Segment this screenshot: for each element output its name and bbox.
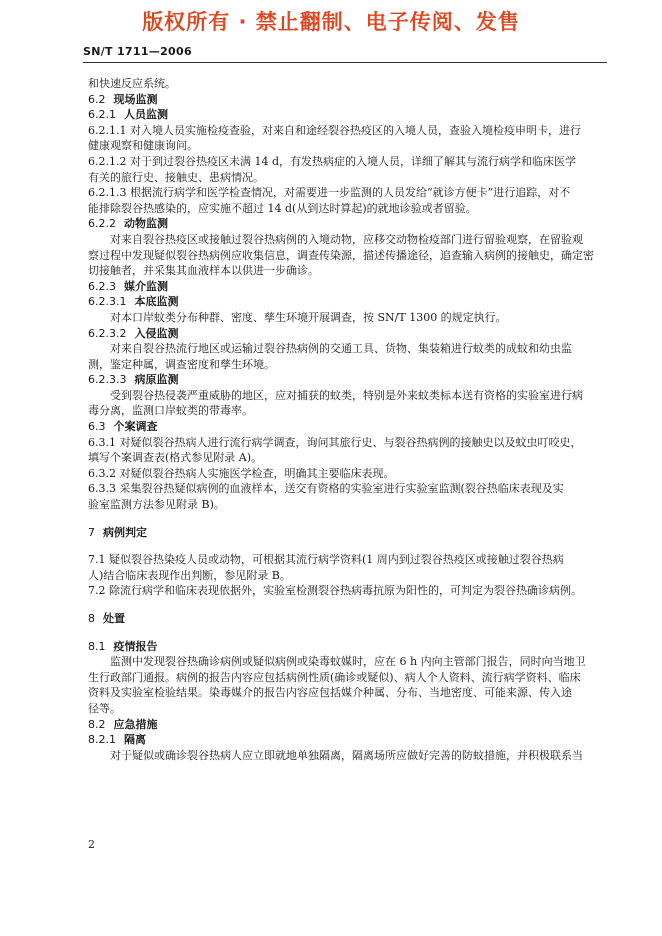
section-heading [88,717,607,733]
section-title: 应急措施 [113,717,158,731]
paragraph [88,435,607,466]
paragraph [88,76,607,92]
section-number: 7 [88,525,95,539]
paragraph [88,654,607,716]
section-heading [88,216,607,232]
text-line: 对于疑似或确诊裂谷热病人应立即就地单独隔离，隔离场所应做好完善的防蚊措施，并积极联系当 [110,748,583,762]
paragraph [88,154,607,185]
section-title: 个案调查 [113,420,158,434]
text-line: 资料及实验室检验结果。染毒媒介的报告内容应包括媒介种属、分布、当地密度、可能来源、传入途 [88,686,572,700]
section-number: 8.2.1 [88,733,116,747]
text-line: 察过程中发现疑似裂谷热病例应收集信息，调查传染源，描述传播途径，追查输入病例的接触史，确定密 [88,248,594,262]
section-number: 6.2.3.1 [88,295,127,309]
section-heading [88,279,607,295]
section-gap [88,513,607,525]
text-line: 填写个案调查表(格式参见附录 A)。 [88,451,263,465]
section-heading [88,92,607,108]
section-number: 8.2 [88,717,106,731]
text-line: 健康观察和健康询问。 [88,139,198,153]
section-title: 病例判定 [103,525,147,539]
paragraph [88,123,607,154]
section-gap [88,599,607,611]
section-number: 6.2 [88,92,106,106]
text-line: 有关的旅行史、接触史、患病情况。 [88,170,264,184]
section-title: 病原监测 [134,373,179,387]
text-line: 6.2.1.3 根据流行病学和医学检查情况，对需要进一步监测的人员发给“就诊方便卡”进行追踪，对不 [88,186,571,200]
section-title: 隔离 [124,733,146,747]
section-title: 本底监测 [134,295,179,309]
text-line: 监测中发现裂谷热确诊病例或疑似病例或染毒蚊媒时，应在 6 h 内向主管部门报告，同时向当地卫 [110,655,586,669]
text-line: 径等。 [88,701,121,715]
section-heading [88,372,607,388]
text-line: 毒分离，监测口岸蚊类的带毒率。 [88,404,253,418]
section-title: 动物监测 [124,217,168,231]
section-title: 疫情报告 [113,639,158,653]
section-gap [88,540,607,552]
text-line: 能排除裂谷热感染的，应实施不超过 14 d(从到达时算起)的就地诊验或者留验。 [88,201,477,215]
section-title: 人员监测 [124,108,168,122]
section-gap [88,627,607,639]
paragraph [88,185,607,216]
section-heading [88,294,607,310]
section-number: 6.2.3.2 [88,326,127,340]
text-line: 6.3.1 对疑似裂谷热病人进行流行病学调查，询问其旅行史、与裂谷热病例的接触史以及蚊虫叮咬史， [88,435,582,449]
text-line: 6.2.1.1 对入境人员实施检疫查验，对来自和途经裂谷热疫区的入境人员，查验入境检疫申明卡，进行 [88,123,581,137]
text-line: 测，鉴定种属，调查密度和孳生环境。 [88,357,275,371]
section-title: 媒介监测 [124,279,168,293]
paragraph [88,481,607,512]
section-number: 6.2.2 [88,217,116,231]
page-number: 2 [88,838,95,851]
paragraph [88,748,607,764]
section-title: 入侵监测 [134,326,179,340]
section-number: 6.2.3.3 [88,373,127,387]
paragraph [88,466,607,482]
text-line: 7.2 除流行病学和临床表现依据外，实验室检测裂谷热病毒抗原为阳性的，可判定为裂谷热确诊病例。 [88,584,582,598]
section-heading [88,525,607,541]
text-line: 生行政部门通报。病例的报告内容应包括病例性质(确诊或疑似)、病人个人资料、流行病学资料、临床 [88,670,581,684]
paragraph [88,232,607,279]
text-line: 受到裂谷热侵袭严重威胁的地区，应对捕获的蚊类，特别是外来蚊类标本送有资格的实验室进行病 [110,388,583,402]
text-line: 7.1 疑似裂谷热染疫人员或动物，可根据其流行病学资料(1 周内到过裂谷热疫区或接触过裂谷热病 [88,553,564,567]
header-rule [83,62,607,63]
text-line: 和快速反应系统。 [88,77,176,90]
text-line: 对本口岸蚊类分布种群、密度、孳生环境开展调查，按 SN/T 1300 的规定执行。 [110,310,507,324]
paragraph [88,310,607,326]
text-line: 人)结合临床表现作出判断，参见附录 B。 [88,568,291,582]
paragraph [88,341,607,372]
standard-code: SN/T 1711—2006 [83,45,192,58]
text-line: 对来自裂谷热疫区或接触过裂谷热病例的入境动物，应移交动物检疫部门进行留验观察，在留验观 [110,232,583,246]
paragraph [88,388,607,419]
text-line: 6.3.3 采集裂谷热疑似病例的血液样本，送交有资格的实验室进行实验室监测(裂谷热临床表现及实 [88,482,564,496]
section-number: 8 [88,612,95,625]
section-heading [88,326,607,342]
text-line: 切接触者，并采集其血液样本以供进一步确诊。 [88,264,319,278]
section-title: 现场监测 [113,92,158,106]
section-heading [88,732,607,748]
section-number: 6.2.1 [88,108,116,122]
paragraph [88,583,607,599]
text-line: 验室监测方法参见附录 B)。 [88,498,225,512]
section-number: 6.3 [88,420,106,434]
text-line: 6.3.2 对疑似裂谷热病人实施医学检查，明确其主要临床表现。 [88,466,395,480]
text-line: 对来自裂谷热流行地区或运输过裂谷热病例的交通工具、货物、集装箱进行蚊类的成蚊和幼虫监 [110,342,572,356]
document-body [88,76,607,763]
paragraph [88,552,607,583]
section-heading [88,419,607,435]
section-number: 6.2.3 [88,279,116,293]
section-title: 处置 [103,612,125,625]
section-heading [88,611,607,627]
copyright-watermark: 版权所有 · 禁止翻制、电子传阅、发售 [142,10,520,34]
section-heading [88,639,607,655]
section-number: 8.1 [88,639,106,653]
section-heading [88,107,607,123]
text-line: 6.2.1.2 对于到过裂谷热疫区未满 14 d，有发热病症的入境人员，详细了解其与流行病学和临床医学 [88,154,577,168]
